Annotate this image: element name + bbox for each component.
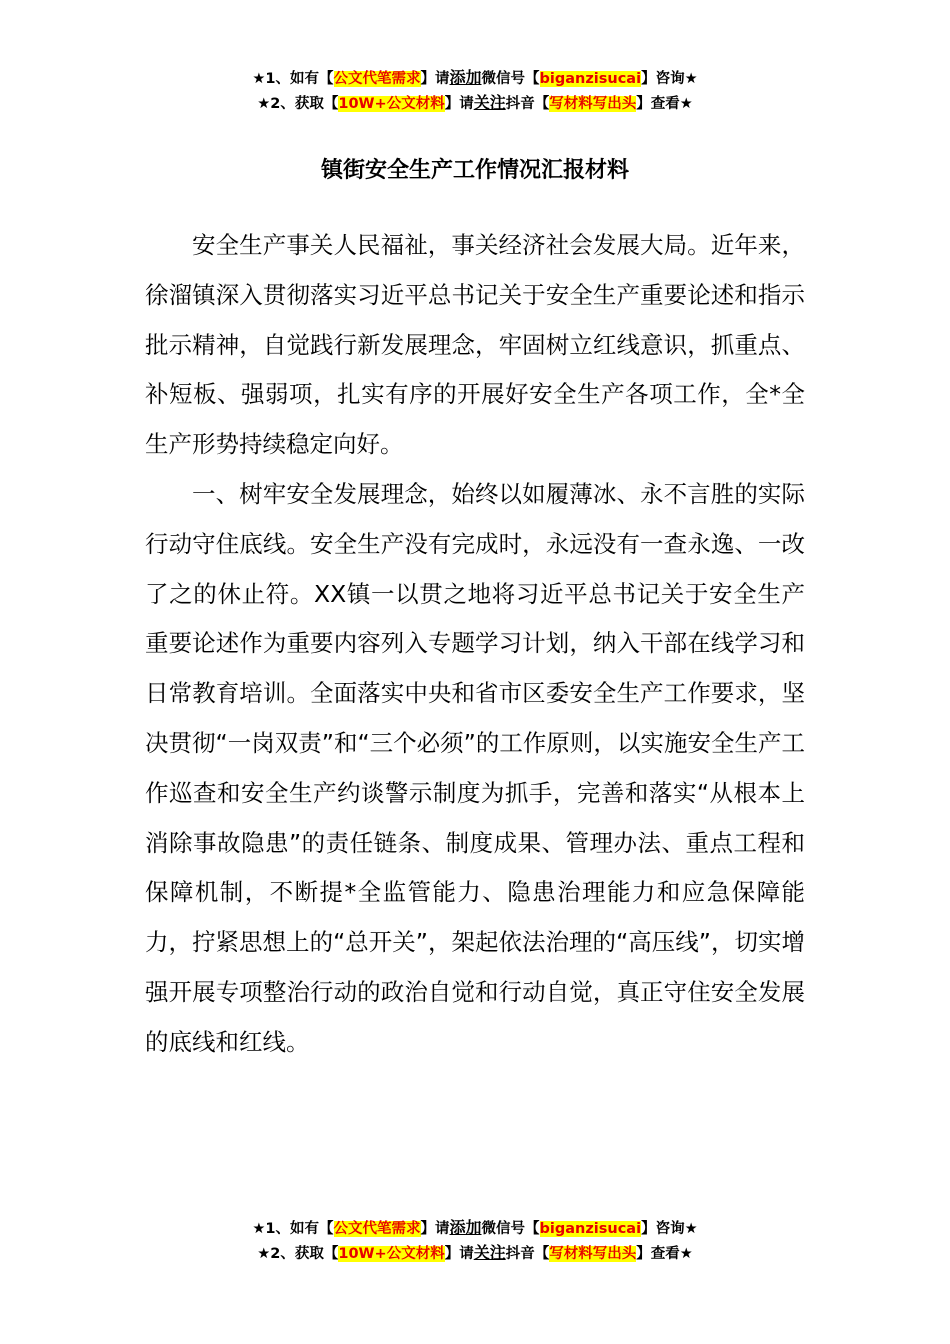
banner-text: 抖音【 <box>505 1246 550 1262</box>
banner-highlight-wechat-id: biganzisucai <box>539 1221 642 1237</box>
banner-highlight-douyin-id: 写材料写出头 <box>549 1246 637 1262</box>
header-banner <box>0 66 950 116</box>
banner-underline-follow: 关注 <box>473 93 506 112</box>
banner-text: 】咨询★ <box>641 1221 698 1237</box>
banner-highlight-wechat-id: biganzisucai <box>539 71 642 87</box>
header-banner-line-1 <box>0 66 950 91</box>
banner-text: 】查看★ <box>636 1246 693 1262</box>
banner-text: ★2、获取【 <box>257 1246 339 1262</box>
banner-underline-add: 添加 <box>449 68 482 87</box>
banner-text: 】查看★ <box>636 96 693 112</box>
banner-highlight-materials: 10W+公文材料 <box>338 1246 445 1262</box>
document-title: 镇街安全生产工作情况汇报材料 <box>320 158 629 183</box>
banner-text: 微信号【 <box>481 1221 540 1237</box>
banner-text: ★1、如有【 <box>252 71 334 87</box>
footer-banner-line-2 <box>0 1241 950 1266</box>
banner-highlight-service: 公文代笔需求 <box>333 71 421 87</box>
banner-text: ★1、如有【 <box>252 1221 334 1237</box>
footer-banner-line-1 <box>0 1216 950 1241</box>
banner-text: 抖音【 <box>505 96 550 112</box>
banner-text: 】请 <box>420 1221 450 1237</box>
paragraph: 安全生产事关人民福祉，事关经济社会发展大局。近年来，徐溜镇深入贯彻落实习近平总书记关于安全生产重要论述和指示批示精神，自觉践行新发展理念，牢固树立红线意识，抓重点、补短板、强弱项，扎实有序的开展好安全生产各项工作，全*全生产形势持续稳定向好。 <box>145 231 805 459</box>
banner-text: 】请 <box>444 96 474 112</box>
banner-underline-follow: 关注 <box>473 1243 506 1262</box>
banner-text: 】咨询★ <box>641 71 698 87</box>
banner-text: 】请 <box>420 71 450 87</box>
footer-banner <box>0 1216 950 1266</box>
paragraph: 一、树牢安全发展理念，始终以如履薄冰、永不言胜的实际行动守住底线。安全生产没有完成时，永远没有一查永逸、一改了之的休止符。XX镇一以贯之地将习近平总书记关于安全生产重要论述作为重要内容列入专题学习计划，纳入干部在线学习和日常教育培训。全面落实中央和省市区委安全生产工作要求，坚决贯彻“一岗双责”和“三个必须”的工作原则，以实施安全生产工作巡查和安全生产约谈警示制度为抓手，完善和落实“从根本上消除事故隐患”的责任链条、制度成果、管理办法、重点工程和保障机制，不断提*全监管能力、隐患治理能力和应急保障能力，拧紧思想上的“总开关”，架起依法治理的“高压线”，切实增强开展专项整治行动的政治自觉和行动自觉，真正守住安全发展的底线和红线。 <box>145 479 805 1056</box>
document-body <box>145 221 805 1068</box>
banner-highlight-materials: 10W+公文材料 <box>338 96 445 112</box>
header-banner-line-2 <box>0 91 950 116</box>
banner-text: 微信号【 <box>481 71 540 87</box>
banner-highlight-service: 公文代笔需求 <box>333 1221 421 1237</box>
banner-highlight-douyin-id: 写材料写出头 <box>549 96 637 112</box>
banner-text: 】请 <box>444 1246 474 1262</box>
banner-text: ★2、获取【 <box>257 96 339 112</box>
banner-underline-add: 添加 <box>449 1218 482 1237</box>
